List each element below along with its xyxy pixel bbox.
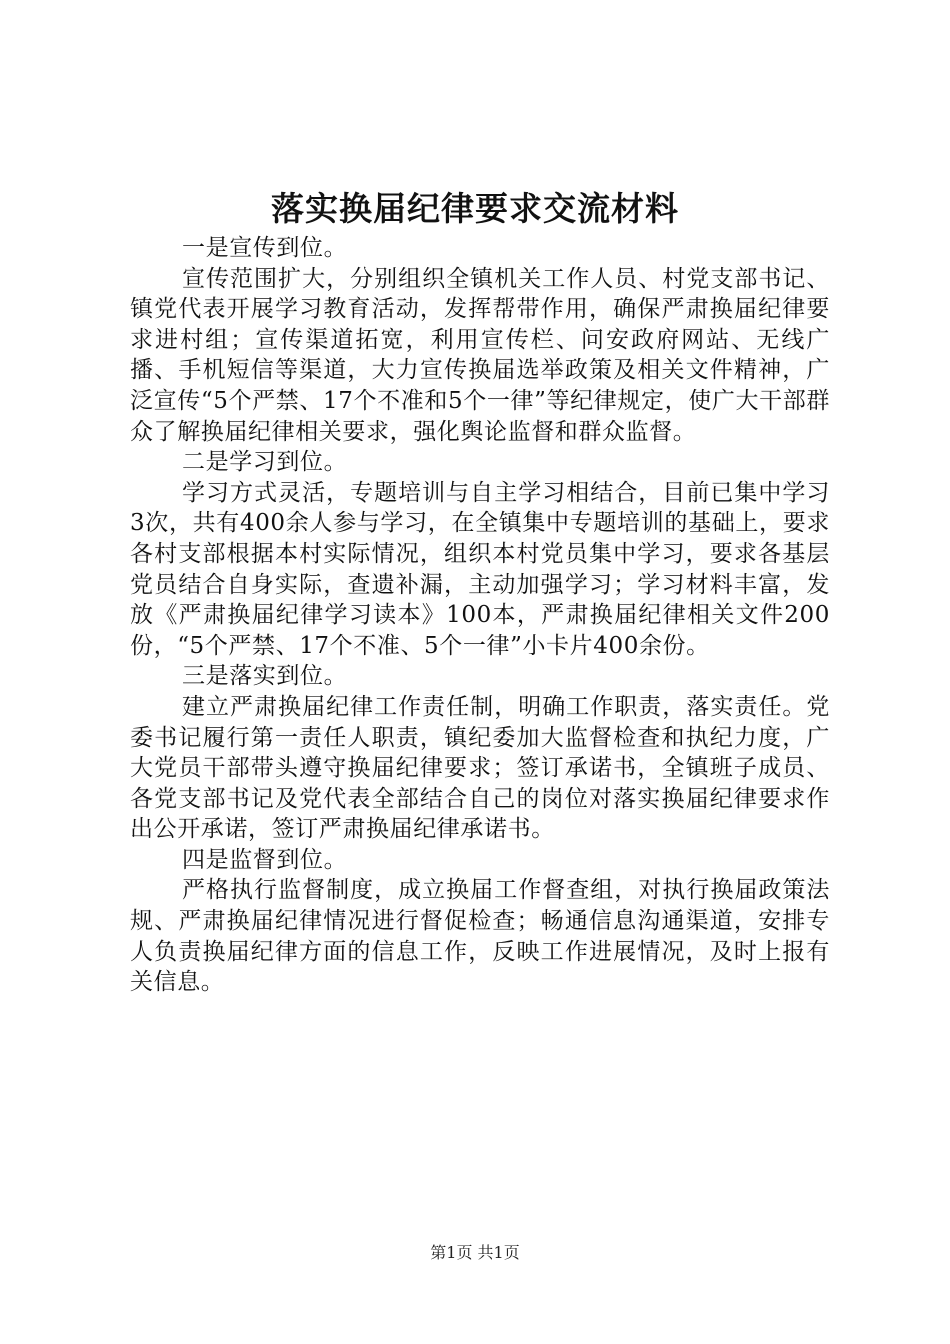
document-body: [130, 233, 830, 998]
section-heading-2: 二是学习到位。: [182, 449, 348, 476]
document-title: 落实换届纪律要求交流材料: [271, 189, 679, 228]
page-number-footer: 第1页 共1页: [430, 1243, 520, 1262]
section-paragraph-1: 宣传范围扩大，分别组织全镇机关工作人员、村党支部书记、镇党代表开展学习教育活动，发挥帮带作用，确保严肃换届纪律要求进村组；宣传渠道拓宽，利用宣传栏、问安政府网站、无线广播、手机短信等渠道，大力宣传换届选举政策及相关文件精神，广泛宣传“5个严禁、17个不准和5个一律”等纪律规定，使广大干部群众了解换届纪律相关要求，强化舆论监督和群众监督。: [130, 265, 830, 445]
section-paragraph-3: 建立严肃换届纪律工作责任制，明确工作职责，落实责任。党委书记履行第一责任人职责，镇纪委加大监督检查和执纪力度，广大党员干部带头遵守换届纪律要求；签订承诺书，全镇班子成员、各党支部书记及党代表全部结合自己的岗位对落实换届纪律要求作出公开承诺，签订严肃换届纪律承诺书。: [130, 693, 830, 843]
section-paragraph-4: 严格执行监督制度，成立换届工作督查组，对执行换届政策法规、严肃换届纪律情况进行督促检查；畅通信息沟通渠道，安排专人负责换届纪律方面的信息工作，反映工作进展情况，及时上报有关信息。: [130, 877, 830, 996]
section-paragraph-2: 学习方式灵活，专题培训与自主学习相结合，目前已集中学习3次，共有400余人参与学习，在全镇集中专题培训的基础上，要求各村支部根据本村实际情况，组织本村党员集中学习，要求各基层党员结合自身实际，查遗补漏，主动加强学习；学习材料丰富，发放《严肃换届纪律学习读本》100本，严肃换届纪律相关文件200份，“5个严禁、17个不准、5个一律”小卡片400余份。: [130, 479, 830, 659]
section-heading-3: 三是落实到位。: [182, 663, 348, 690]
section-heading-1: 一是宣传到位。: [182, 235, 348, 261]
section-heading-4: 四是监督到位。: [182, 846, 348, 873]
